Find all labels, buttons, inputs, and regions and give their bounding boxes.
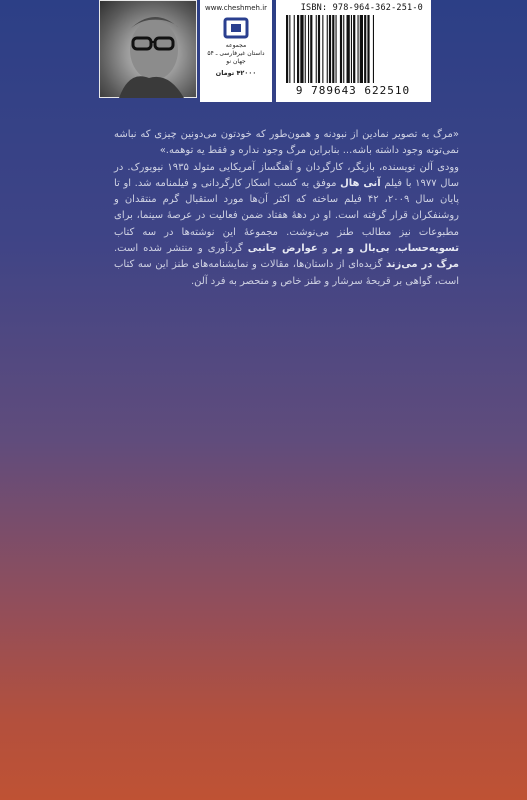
series-line-2: داستان غیرفارسی ـ ۵۴ xyxy=(207,50,265,57)
publisher-logo-icon xyxy=(221,17,251,39)
publisher-panel xyxy=(200,0,272,102)
bio-text-4: گزیده‌ای از داستان‌ها، مقالات و نمایشنامه‌های طنز این سه کتاب است، گواهی بر قریحهٔ سرشار و طنز خاص و منحصر به فرد آلن. xyxy=(114,259,459,287)
bio-text-3: گردآوری و منتشر شده است. xyxy=(114,243,243,255)
book-title-1: تسویه‌حساب xyxy=(397,243,459,255)
bio-paragraph xyxy=(114,160,459,290)
barcode-bars-icon xyxy=(286,15,422,83)
bio-text-1: وودی آلن نویسنده، بازیگر، کارگردان و آهنگساز آمریکایی متولد ۱۹۳۵ نیویورک. در سال ۱۹۷۷ با فیلم xyxy=(114,161,460,189)
blurb-text xyxy=(114,127,459,290)
quote-paragraph: «مرگ یه تصویر نمادین از نبودنه و همون‌طور که خودتون می‌دونین چیزی که نباشه نمی‌تونه وجود داشته باشه... بنابراین مرگ وجود نداره و فقط یه توهمه.» xyxy=(114,129,459,157)
conjunction: و xyxy=(322,243,328,255)
isbn-label: ISBN: 978-964-362-251-0 xyxy=(300,3,423,13)
separator: ، xyxy=(394,243,398,255)
barcode-number: 9 789643 622510 xyxy=(295,84,411,97)
bio-text-2: موفق به کسب اسکار کارگردانی و فیلمنامه شد. او تا پایان سال ۲۰۰۹، ۴۲ فیلم ساخته که اکثر آن‌ها مورد استقبال گرم منتقدان و روشنفکران قرار گرفته است. او در دهه‌ٔ هفتاد ضمن فعالیت در عرصهٔ سینما، برای مطبوعات نیز مطالب طنز می‌نوشت. مجموعهٔ این نوشته‌ها در سه کتاب xyxy=(114,177,459,238)
barcode-panel xyxy=(276,0,431,102)
film-title: آنی هال xyxy=(340,177,381,189)
publisher-website: www.cheshmeh.ir xyxy=(204,4,268,12)
series-line-3: جهان نو xyxy=(226,58,246,65)
book-title-2: بی‌بال و پر xyxy=(332,243,390,255)
price-label: ۴۲۰۰۰ تومان xyxy=(215,69,257,77)
book-title-4: مرگ در می‌زند xyxy=(385,259,459,271)
book-title-3: عوارض جانبی xyxy=(247,243,318,255)
series-line-1: مجموعه xyxy=(225,42,247,49)
author-photo xyxy=(99,0,197,98)
